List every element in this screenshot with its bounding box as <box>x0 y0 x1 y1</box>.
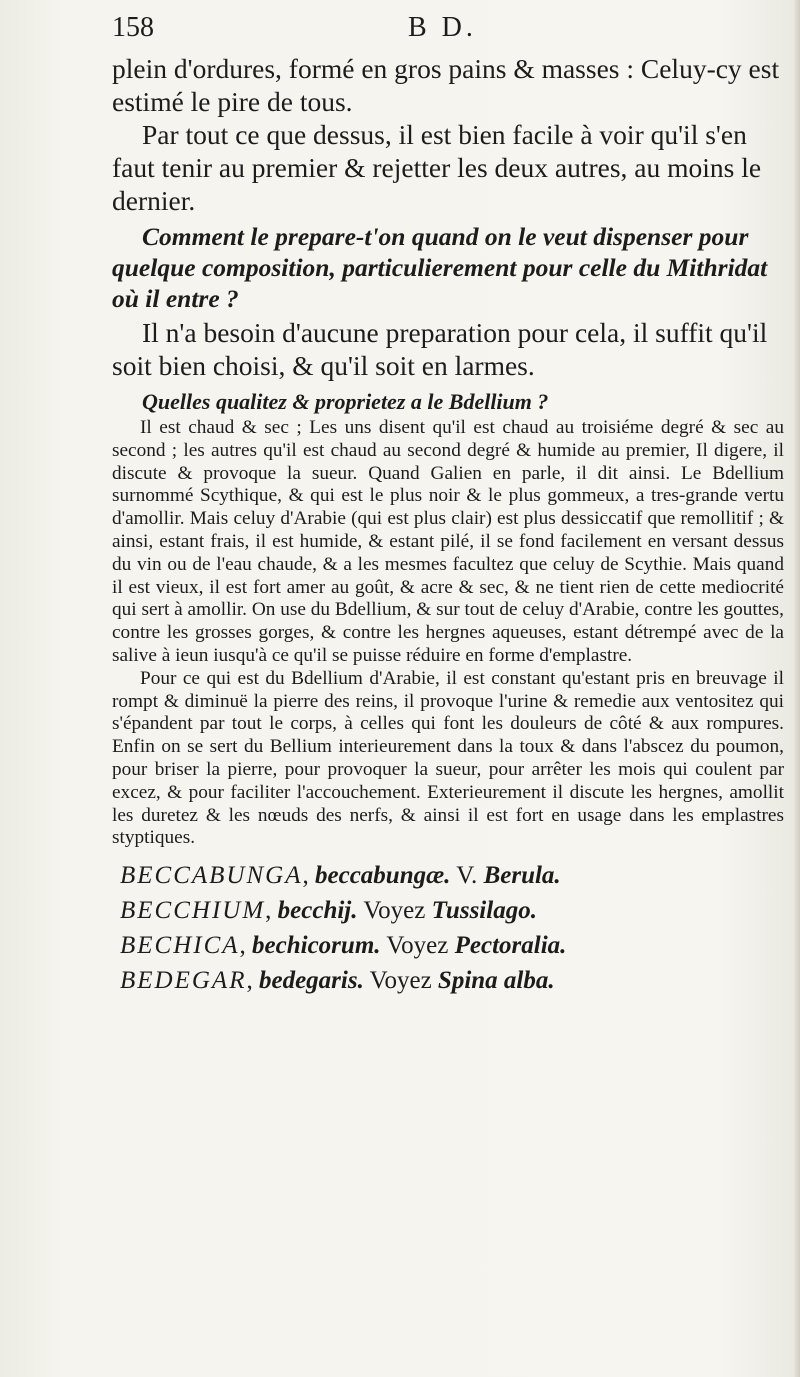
paragraph-conclusion: Par tout ce que dessus, il est bien facile à voir qu'il s'en faut tenir au premier & rejetter les deux autres, au moins le dernier. <box>112 119 762 216</box>
paragraph-continuation: plein d'ordures, formé en gros pains & masses : Celuy-cy est estimé le pire de tous. <box>112 53 780 117</box>
entry-reference: Spina alba. <box>437 967 555 995</box>
question-qualities: Quelles qualitez & proprietez a le Bdellium ? <box>142 389 549 414</box>
entry-see: V. <box>456 862 478 890</box>
entry-headword: BECCHIUM <box>120 897 266 925</box>
running-head: B D. <box>408 12 477 43</box>
answer-preparation: Il n'a besoin d'aucune preparation pour cela, il suffit qu'il soit bien choisi, & qu'il soit en larmes. <box>112 317 768 381</box>
page-number: 158 <box>112 12 154 43</box>
entry-reference: Pectoralia. <box>454 932 567 960</box>
answer-qualities: Il est chaud & sec ; Les uns disent qu'il est chaud au troisiéme degré & sec au second ; les autres qu'il est chaud au second degré & humide au premier, Il digere, il discute & provoque la sueur. Quand Galien en parle, il dit ainsi. Le Bdellium surnommé Scythique, & qui est le plus noir & le plus gommeux, a tres-grande vertu d'amollir. Mais celuy d'Arabie (qui est plus clair) est plus dessiccatif que remollitif ; & ainsi, estant frais, il est humide, & estant pilé, il se fond facilement en versant dessus du vin ou de l'eau chaude, & a les mesmes facultez que celuy de Scythie. Mais quand il est vieux, il est fort amer au goût, & acre & sec, & ne tient rien de cette mediocrité qui sert à amollir. On use du Bdellium, & sur tout de celuy d'Arabie, contre les gouttes, contre les grosses gorges, & contre les hergnes aqueuses, estant détrempé avec de la salive à ieun iusqu'à ce qu'il se puisse réduire en forme d'emplastre. <box>112 417 784 666</box>
entry-latin: beccabungæ. <box>315 862 451 890</box>
entry-headword: BEDEGAR <box>120 967 247 995</box>
entry-latin: becchij. <box>277 897 358 925</box>
entry-headword: BECHICA <box>120 932 240 960</box>
entry-beccabunga: BECCABUNGA, beccabungæ. V. Berula. <box>120 862 561 890</box>
entry-see: Voyez <box>363 897 426 925</box>
entry-headword: BECCABUNGA <box>120 862 303 890</box>
entry-see: Voyez <box>386 932 449 960</box>
entry-reference: Tussilago. <box>431 897 537 925</box>
entry-bechica: BECHICA, bechicorum. Voyez Pectoralia. <box>120 932 567 960</box>
page-header <box>112 8 792 52</box>
page-body <box>112 52 784 998</box>
entry-bedegar: BEDEGAR, bedegaris. Voyez Spina alba. <box>120 967 555 995</box>
entry-latin: bechicorum. <box>252 932 381 960</box>
entry-list <box>112 858 784 998</box>
page-edge <box>794 0 800 1377</box>
entry-see: Voyez <box>369 967 432 995</box>
entry-reference: Berula. <box>483 862 561 890</box>
entry-becchium: BECCHIUM, becchij. Voyez Tussilago. <box>120 897 537 925</box>
entry-latin: bedegaris. <box>258 967 364 995</box>
question-preparation: Comment le prepare-t'on quand on le veut dispenser pour quelque composition, particulierement pour celle du Mithridat où il entre ? <box>112 222 768 313</box>
answer-arabic-bdellium: Pour ce qui est du Bdellium d'Arabie, il est constant qu'estant pris en breuvage il rompt & diminuë la pierre des reins, il provoque l'urine & remedie aux ventositez qui s'épandent par tout le corps, à celles qui font les douleurs de côté & aux rompures. Enfin on se sert du Bellium interieurement dans la toux & dans l'abscez du poumon, pour briser la pierre, pour provoquer la sueur, pour arrêter les mois qui coulent par excez, & pour faciliter l'accouchement. Exterieurement il discute les hergnes, amollit les duretez & les nœuds des nerfs, & ainsi il est fort en usage dans les emplastres styptiques. <box>112 667 784 849</box>
